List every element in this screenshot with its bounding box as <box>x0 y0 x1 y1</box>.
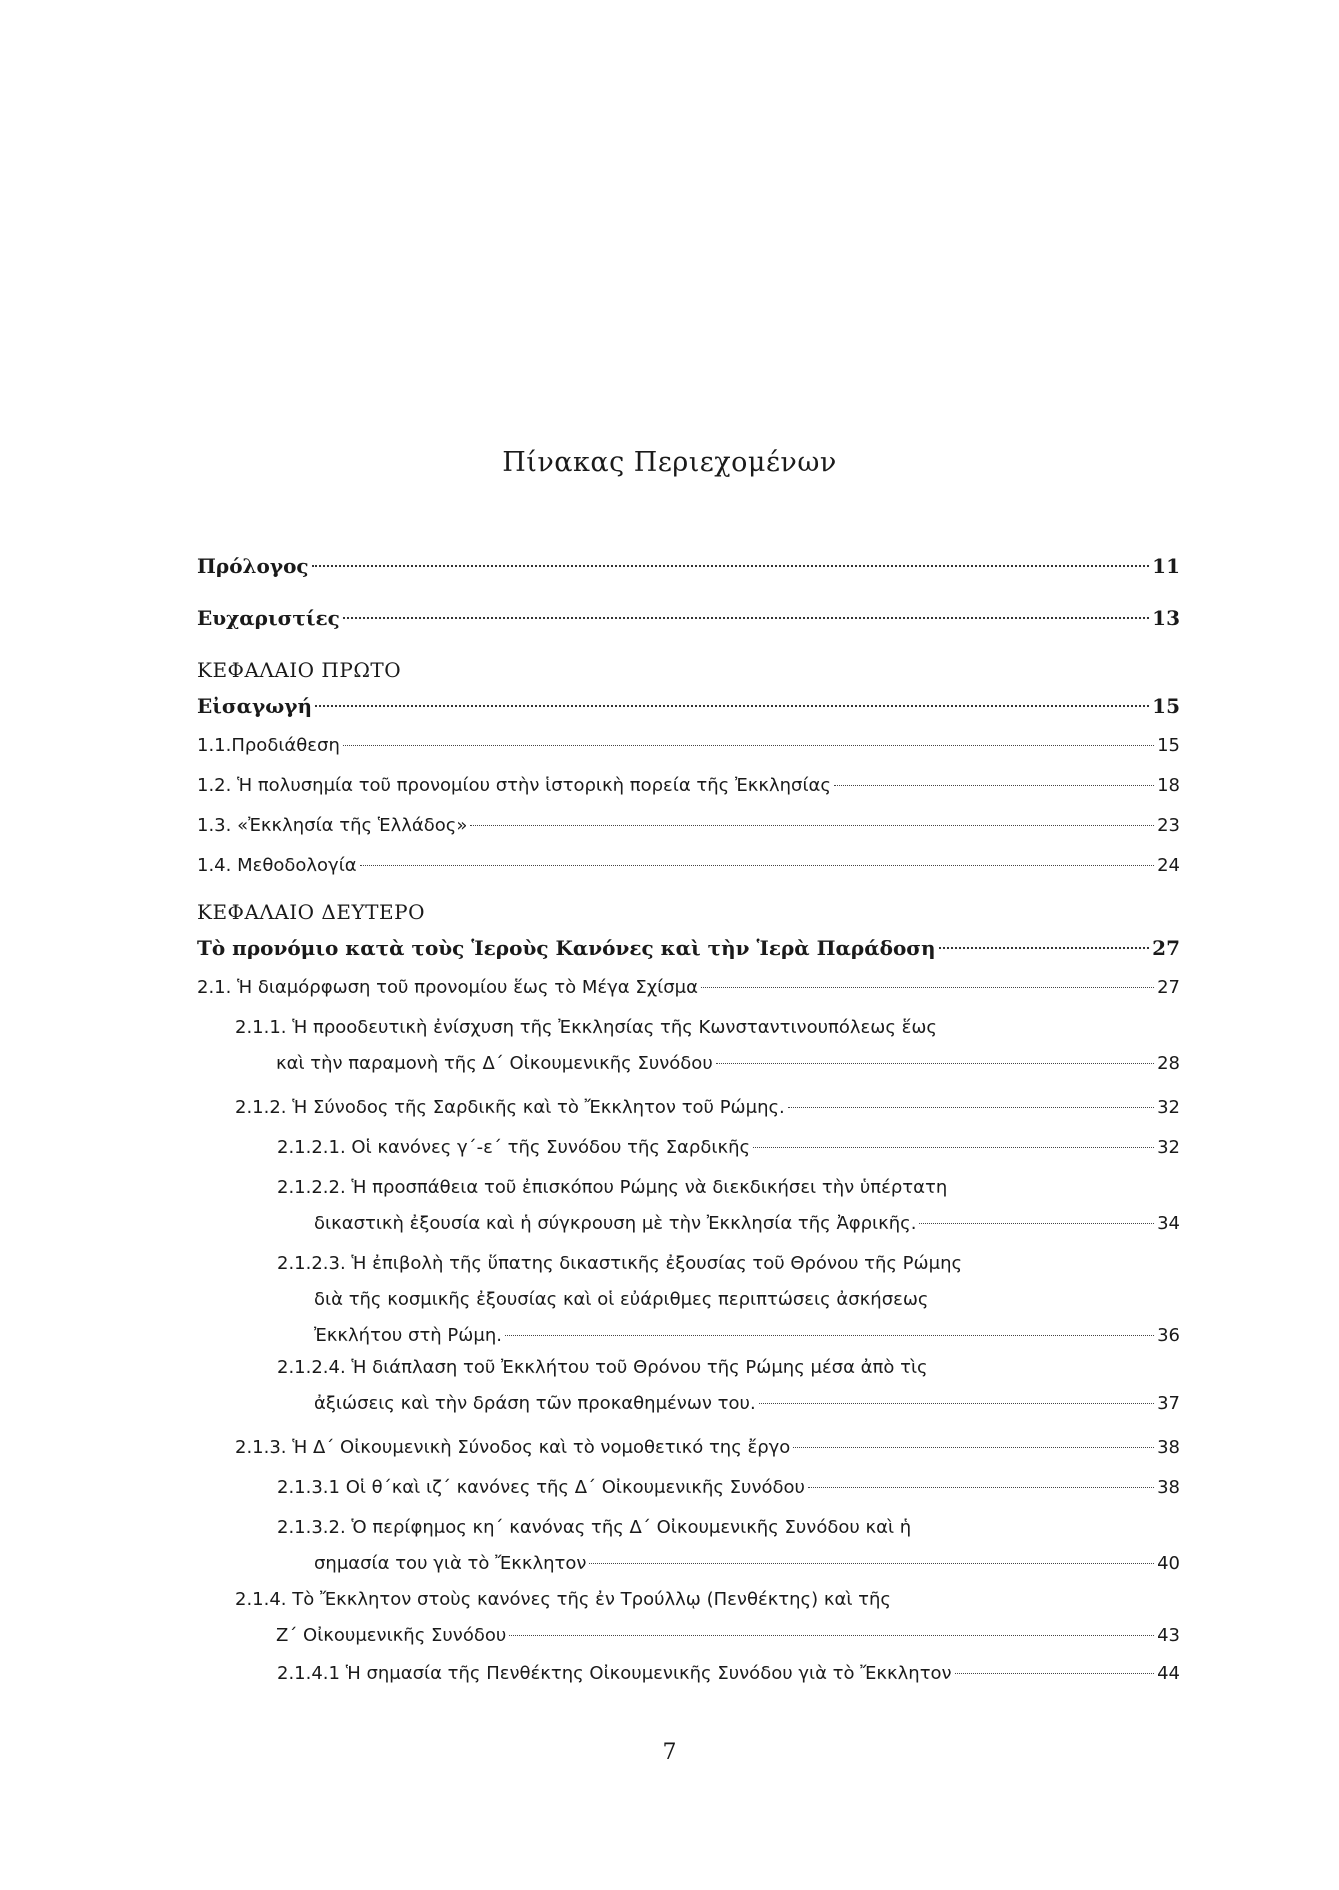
toc-entry-label: Ἐκκλήτου στὴ Ρώμη. <box>314 1325 502 1346</box>
toc-entry-label: σημασία του γιὰ τὸ Ἔκκλητον <box>314 1553 587 1574</box>
toc-entry-label: 2.1.3. Ἡ Δ΄ Οἰκουμενικὴ Σύνοδος καὶ τὸ νομοθετικό της ἔργο <box>235 1437 791 1458</box>
dot-leader <box>509 1635 1154 1636</box>
toc-entry-page: 24 <box>1157 855 1180 876</box>
toc-entry-page: 23 <box>1157 815 1180 836</box>
dot-leader <box>589 1563 1154 1564</box>
toc-entry-label: 2.1.3.1 Οἱ θ΄καὶ ιζ΄ κανόνες τῆς Δ΄ Οἰκουμενικῆς Συνόδου <box>277 1477 805 1498</box>
toc-entry-page: 40 <box>1157 1553 1180 1574</box>
toc-entry-page: 27 <box>1157 977 1180 998</box>
toc-entry-2-1-2[interactable] <box>235 1090 1180 1126</box>
dot-leader <box>753 1147 1154 1148</box>
toc-entry-page: 34 <box>1157 1213 1180 1234</box>
toc-entry-1-3[interactable] <box>197 808 1180 844</box>
toc-entry-page: 15 <box>1152 694 1180 718</box>
dot-leader <box>939 947 1150 949</box>
toc-entry-page: 36 <box>1157 1325 1180 1346</box>
chapter-heading-label: ΚΕΦΑΛΑΙΟ ΔΕΥΤΕΡΟ <box>197 900 425 924</box>
toc-entry-label: 1.1.Προδιάθεση <box>197 735 340 756</box>
toc-entry-label-line1: 2.1.1. Ἡ προοδευτικὴ ἐνίσχυση τῆς Ἐκκλησίας τῆς Κωνσταντινουπόλεως ἕως <box>235 1017 937 1038</box>
toc-entry-page: 44 <box>1157 1663 1180 1684</box>
dot-leader <box>834 785 1154 786</box>
toc-entry-label: 2.1.2. Ἡ Σύνοδος τῆς Σαρδικῆς καὶ τὸ Ἔκκλητον τοῦ Ρώμης. <box>235 1097 785 1118</box>
toc-entry-page: 15 <box>1157 735 1180 756</box>
page-title: Πίνακας Περιεχομένων <box>502 447 837 478</box>
toc-entry-1-4[interactable] <box>197 848 1180 884</box>
toc-entry-label: Εἰσαγωγή <box>197 694 313 718</box>
toc-entry-2-1[interactable] <box>197 970 1180 1006</box>
toc-entry-2-1-4-1[interactable] <box>277 1656 1180 1692</box>
toc-entry-label-line1: 2.1.2.3. Ἡ ἐπιβολὴ τῆς ὕπατης δικαστικῆς ἐξουσίας τοῦ Θρόνου τῆς Ρώμης <box>277 1253 963 1274</box>
toc-entry-label-line1: 2.1.3.2. Ὁ περίφημος κη΄ κανόνας τῆς Δ΄ Οἰκουμενικῆς Συνόδου καὶ ἡ <box>277 1517 912 1538</box>
dot-leader <box>788 1107 1154 1108</box>
toc-entry-label: Ζ΄ Οἰκουμενικῆς Συνόδου <box>276 1625 507 1646</box>
toc-entry-prologue[interactable] <box>197 548 1180 584</box>
toc-entry-page: 11 <box>1152 554 1180 578</box>
toc-entry-label: Πρόλογος <box>197 554 309 578</box>
dot-leader <box>701 987 1154 988</box>
dot-leader <box>343 745 1154 746</box>
dot-leader <box>505 1335 1154 1336</box>
dot-leader <box>793 1447 1154 1448</box>
dot-leader <box>343 617 1149 619</box>
toc-entry-2-1-4[interactable] <box>235 1582 1180 1654</box>
toc-entry-2-1-2-4[interactable] <box>277 1350 1180 1422</box>
dot-leader <box>919 1223 1154 1224</box>
toc-entry-2-1-2-2[interactable] <box>277 1170 1180 1242</box>
toc-entry-1-2[interactable] <box>197 768 1180 804</box>
toc-entry-label: 2.1. Ἡ διαμόρφωση τοῦ προνομίου ἕως τὸ Μέγα Σχίσμα <box>197 977 698 998</box>
dot-leader <box>360 865 1154 866</box>
toc-entry-label: δικαστικὴ ἐξουσία καὶ ἡ σύγκρουση μὲ τὴν Ἐκκλησία τῆς Ἀφρικῆς. <box>314 1213 917 1234</box>
toc-entry-page: 38 <box>1157 1477 1180 1498</box>
page-number: 7 <box>662 1740 677 1765</box>
toc-entry-page: 13 <box>1152 606 1180 630</box>
toc-entry-page: 37 <box>1157 1393 1180 1414</box>
toc-entry-label-line2: διὰ τῆς κοσμικῆς ἐξουσίας καὶ οἱ εὐάριθμες περιπτώσεις ἀσκήσεως <box>314 1289 929 1310</box>
toc-entry-label: καὶ τὴν παραμονὴ τῆς Δ΄ Οἰκουμενικῆς Συνόδου <box>276 1053 713 1074</box>
toc-entry-acknowledgements[interactable] <box>197 600 1180 636</box>
toc-entry-label: ἀξιώσεις καὶ τὴν δράση τῶν προκαθημένων του. <box>314 1393 756 1414</box>
toc-entry-2-1-3[interactable] <box>235 1430 1180 1466</box>
toc-entry-page: 28 <box>1157 1053 1180 1074</box>
toc-entry-label: Τὸ προνόμιο κατὰ τοὺς Ἱεροὺς Κανόνες καὶ τὴν Ἱερὰ Παράδοση <box>197 936 936 960</box>
toc-entry-2-1-2-1[interactable] <box>277 1130 1180 1166</box>
dot-leader <box>955 1673 1154 1674</box>
dot-leader <box>470 825 1154 826</box>
toc-entry-page: 18 <box>1157 775 1180 796</box>
toc-entry-label-line1: 2.1.4. Τὸ Ἔκκλητον στοὺς κανόνες τῆς ἐν Τρούλλῳ (Πενθέκτης) καὶ τῆς <box>235 1589 891 1610</box>
toc-entry-1-1[interactable] <box>197 728 1180 764</box>
toc-entry-label: 1.3. «Ἐκκλησία τῆς Ἑλλάδος» <box>197 815 468 836</box>
toc-entry-2-1-1[interactable] <box>235 1010 1180 1082</box>
toc-entry-page: 32 <box>1157 1097 1180 1118</box>
toc-entry-label-line1: 2.1.2.2. Ἡ προσπάθεια τοῦ ἐπισκόπου Ρώμης νὰ διεκδικήσει τὴν ὑπέρτατη <box>277 1177 948 1198</box>
toc-entry-label-line1: 2.1.2.4. Ἡ διάπλαση τοῦ Ἐκκλήτου τοῦ Θρόνου τῆς Ρώμης μέσα ἀπὸ τὶς <box>277 1357 928 1378</box>
toc-entry-page: 38 <box>1157 1437 1180 1458</box>
toc-entry-introduction[interactable] <box>197 688 1180 724</box>
toc-entry-page: 43 <box>1157 1625 1180 1646</box>
toc-entry-chapter-2-title[interactable] <box>197 930 1180 966</box>
dot-leader <box>759 1403 1154 1404</box>
chapter-heading-1 <box>197 652 1180 688</box>
dot-leader <box>315 705 1149 707</box>
chapter-heading-label: ΚΕΦΑΛΑΙΟ ΠΡΩΤΟ <box>197 658 402 682</box>
toc-entry-label: 1.2. Ἡ πολυσημία τοῦ προνομίου στὴν ἱστορικὴ πορεία τῆς Ἐκκλησίας <box>197 775 831 796</box>
toc-entry-label: 2.1.4.1 Ἡ σημασία τῆς Πενθέκτης Οἰκουμενικῆς Συνόδου γιὰ τὸ Ἔκκλητον <box>277 1663 952 1684</box>
toc-entry-2-1-3-2[interactable] <box>277 1510 1180 1582</box>
toc-entry-2-1-2-3[interactable] <box>277 1246 1180 1354</box>
toc-entry-label: 1.4. Μεθοδολογία <box>197 855 357 876</box>
toc-entry-label: 2.1.2.1. Οἱ κανόνες γ΄-ε΄ τῆς Συνόδου τῆς Σαρδικῆς <box>277 1137 751 1158</box>
toc-entry-2-1-3-1[interactable] <box>277 1470 1180 1506</box>
toc-entry-page: 32 <box>1157 1137 1180 1158</box>
dot-leader <box>808 1487 1154 1488</box>
dot-leader <box>312 565 1150 567</box>
toc-entry-page: 27 <box>1152 936 1180 960</box>
toc-entry-label: Ευχαριστίες <box>197 606 340 630</box>
dot-leader <box>716 1063 1154 1064</box>
chapter-heading-2 <box>197 894 1180 930</box>
